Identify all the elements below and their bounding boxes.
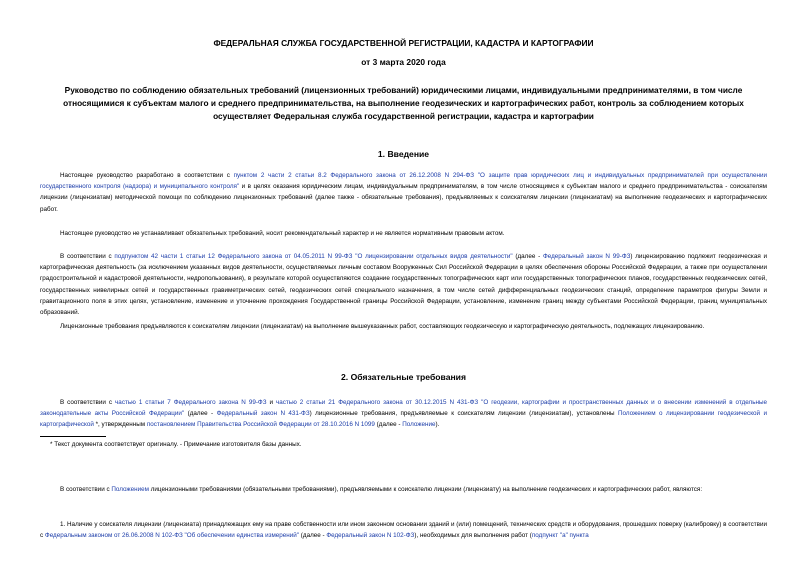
text: и — [266, 399, 276, 406]
text: лицензионными требованиями (обязательными требованиями), предъявляемыми к соискателю лицензии (лицензиату) на выполнение геодезических и картографических работ, являются: — [148, 486, 703, 493]
law-link-431fz[interactable]: Федеральный закон N 431-ФЗ — [216, 410, 310, 418]
text: ). — [435, 421, 440, 429]
document-date: от 3 марта 2020 года — [361, 57, 446, 67]
law-link-99fz[interactable]: Федеральный закон N 99-ФЗ — [542, 253, 631, 260]
text: Настоящее руководство разработано в соответствии с — [60, 172, 234, 179]
text: В соответствии с — [60, 253, 115, 260]
text: (далее - — [299, 532, 327, 540]
paragraph-license-requirements: Лицензионные требования предъявляются к соискателям лицензии (лицензиатам) на выполнение вышеуказанных работ, составляющих геодезическую и картографическую деятельность, подлежащих лицензированию. — [60, 323, 705, 330]
text: *, утвержденным — [93, 421, 147, 429]
regulation-link-2[interactable]: Положением — [111, 486, 149, 493]
text: (далее - — [184, 410, 217, 418]
guide-title: Руководство по соблюдению обязательных требований (лицензионных требований) юридическими лицами, индивидуальными предпринимателями, в том числе относящимися к субъектам малого и среднего предпринимательства, на выполнение геодезических и картографических работ, контроль за соблюдением которых осуществляет Федеральная служба государственной регистрации, кадастра и картографии — [63, 85, 744, 121]
agency-title: ФЕДЕРАЛЬНАЯ СЛУЖБА ГОСУДАРСТВЕННОЙ РЕГИСТРАЦИИ, КАДАСТРА И КАРТОГРАФИИ — [213, 38, 594, 48]
law-link-99fz-art12[interactable]: подпунктом 42 части 1 статьи 12 Федерального закона от 04.05.2011 N 99-ФЗ "О лицензировании отдельных видов деятельности" — [114, 253, 513, 260]
law-link-102fz[interactable]: Федеральный закон N 102-ФЗ — [326, 532, 415, 540]
paragraph-licensing-scope — [40, 251, 767, 318]
law-link-431fz-art21[interactable]: частью 2 статьи 21 Федерального закона от 30.12.2015 N 431-ФЗ "О геодезии, картографии и пространственных данных и о внесении изменений в отдельные законодательные акты Российской Федерации" — [40, 399, 768, 418]
paragraph-requirements-intro — [40, 484, 767, 495]
paragraph-requirement-1 — [40, 519, 767, 541]
resolution-link-1099[interactable]: постановлением Правительства Российской Федерации от 28.10.2016 N 1099 — [146, 421, 375, 429]
paragraph-not-normative: Настоящее руководство не устанавливает обязательных требований, носит рекомендательный характер и не является нормативным правовым актом. — [60, 230, 505, 237]
regulation-link[interactable]: Положением о лицензировании геодезической и картографической — [40, 410, 768, 429]
paragraph-purpose — [40, 170, 767, 215]
text: (далее - — [512, 253, 543, 260]
text: и в целях оказания юридическим лицам, индивидуальным предпринимателям, в том числе относящимся к субъектам малого и среднего предпринимательства - соискателям лицензии (лицензиатам) методической помощи по соблюдению лицензионных требований (далее также - обязательные требования), предъявляемых к соискателям лицензии (лицензиатам) на выполнение геодезических и картографических работ. — [40, 183, 767, 213]
law-link-102fz-full[interactable]: Федеральным законом от 26.06.2008 N 102-ФЗ "Об обеспечении единства измерений" — [44, 532, 300, 540]
footnote-divider — [40, 436, 106, 437]
section-heading-requirements: 2. Обязательные требования — [341, 372, 466, 382]
text: 1. Наличие у соискателя лицензии (лицензиата) принадлежащих ему на праве собственности или ином законном основании зданий и (или) помещений, технических средств и оборудования, прошедших поверку (калибровку) в соответствии с — [40, 521, 767, 540]
section-heading-introduction: 1. Введение — [377, 149, 430, 159]
text: В соответствии с — [60, 399, 116, 406]
text: ) лицензионные требования, предъявляемые к соискателям лицензии (лицензиатам), установлены — [309, 410, 618, 418]
paragraph-legal-basis — [40, 397, 767, 431]
regulation-short-link[interactable]: Положение — [402, 421, 436, 429]
text: ) лицензированию подлежит геодезическая и картографическая деятельность (за исключением указанных видов деятельности, осуществляемых личным составом Вооруженных Сил Российской Федерации в целях обеспечения обороны Российской Федерации, а также при осуществлении градостроительной и кадастровой деятельности, недропользования), в результате которой осуществляются создание государственных топографических карт или государственных топографических планов, государственных геодезических сетей, государственных нивелирных сетей и государственных гравиметрических сетей, геодезических сетей специального назначения, в том числе сетей дифференциальных геодезических станций, определение параметров фигуры Земли и гравитационного поля в этих целях, установление, изменение и уточнение прохождения Государственной границы Российской Федерации, установление, изменение границ между субъектами Российской Федерации, границ муниципальных образований. — [40, 253, 767, 317]
footnote: * Текст документа соответствует оригиналу. - Примечание изготовителя базы данных. — [50, 441, 302, 448]
law-link-294fz[interactable]: пунктом 2 части 2 статьи 8.2 Федерального закона от 26.12.2008 N 294-ФЗ "О защите прав юридических лиц и индивидуальных предпринимателей при осуществлении государственного контроля (надзора) и муниципального контроля" — [40, 172, 767, 191]
text: (далее - — [374, 421, 403, 429]
subparagraph-link-a[interactable]: подпункт "а" пункта — [531, 532, 589, 540]
text: ), необходимых для выполнения работ ( — [414, 532, 532, 540]
law-link-99fz-art7[interactable]: частью 1 статьи 7 Федерального закона N 99-ФЗ — [115, 399, 267, 406]
text: В соответствии с — [60, 486, 112, 493]
